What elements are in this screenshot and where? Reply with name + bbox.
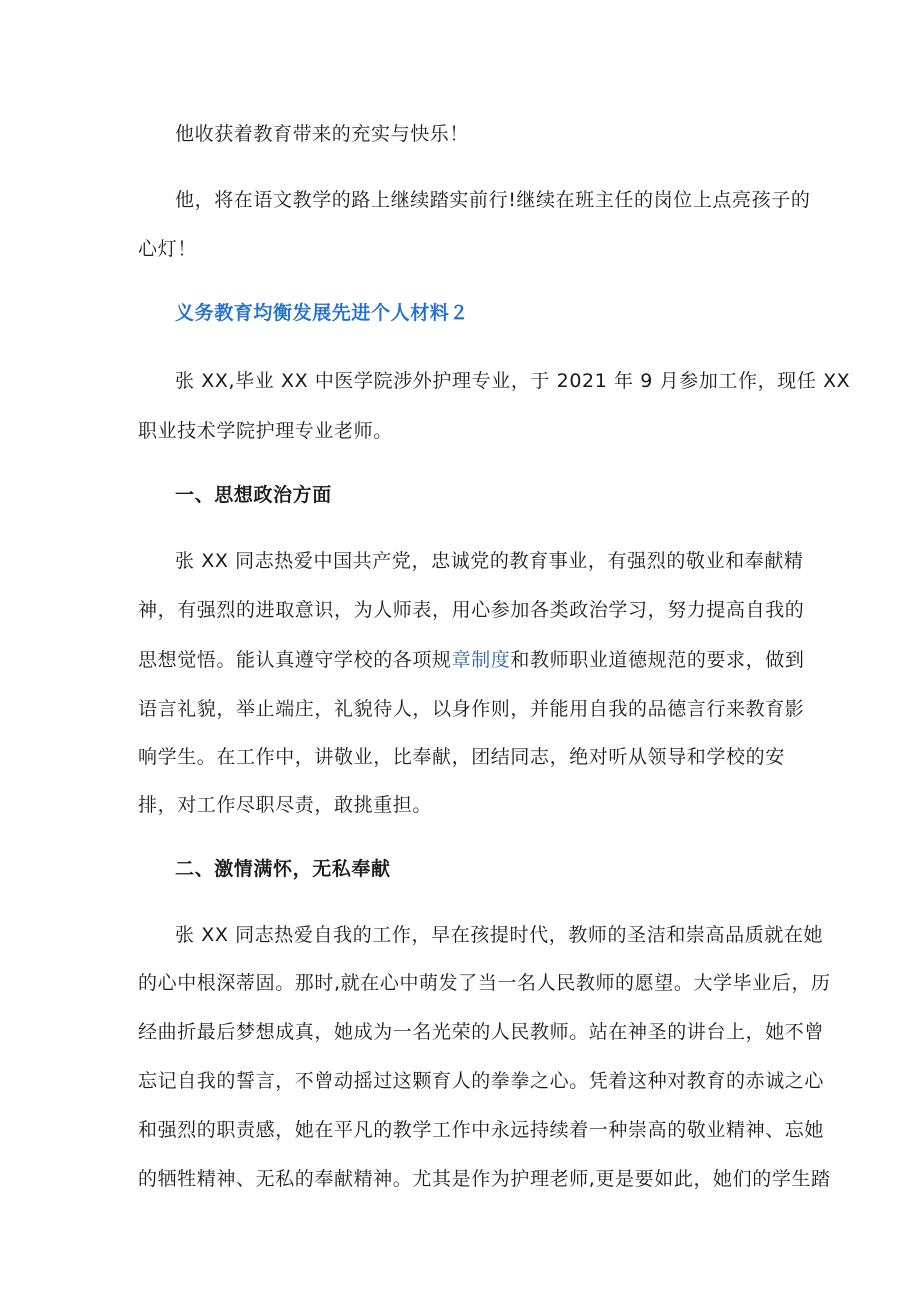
part2-line-4: 忘记自我的誓言，不曾动摇过这颗育人的拳拳之心。凭着这种对教育的赤诚之心: [138, 1070, 825, 1092]
part2-line-2: 的心中根深蒂固。那时,就在心中萌发了当一名人民教师的愿望。大学毕业后，历: [138, 972, 831, 994]
part1-line-4: 语言礼貌，举止端庄，礼貌待人，以身作则，并能用自我的品德言行来教育影: [138, 698, 805, 720]
part2-line-3: 经曲折最后梦想成真，她成为一名光荣的人民教师。站在神圣的讲台上，她不曾: [138, 1021, 825, 1043]
part1-line-3-after: 和教师职业道德规范的要求，做到: [510, 649, 805, 671]
paragraph-future-line-1: 他，将在语文教学的路上继续踏实前行!继续在班主任的岗位上点亮孩子的: [175, 189, 811, 211]
part2-line-6: 的牺牲精神、无私的奉献精神。尤其是作为护理老师,更是要如此，她们的学生踏: [138, 1168, 831, 1190]
profile-line-2: 职业技术学院护理专业老师。: [138, 420, 393, 442]
paragraph-closing-line: 他收获着教育带来的充实与快乐！: [175, 123, 470, 145]
part1-line-6: 排，对工作尽职尽责，敢挑重担。: [138, 794, 433, 816]
paragraph-future-line-2: 心灯！: [138, 238, 197, 260]
part1-line-3-before: 思想觉悟。能认真遵守学校的各项规: [138, 649, 452, 671]
part2-line-1: 张 XX 同志热爱自我的工作，早在孩提时代，教师的圣洁和崇高品质就在她: [175, 924, 824, 946]
part2-line-5: 和强烈的职责感，她在平凡的教学工作中永远持续着一种崇高的敬业精神、忘她: [138, 1119, 825, 1141]
regulations-link[interactable]: 章制度: [451, 649, 511, 671]
part2-heading: 二、激情满怀，无私奉献: [175, 858, 391, 880]
part1-heading: 一、思想政治方面: [175, 484, 332, 506]
part1-line-2: 神，有强烈的进取意识，为人师表，用心参加各类政治学习，努力提高自我的: [138, 599, 805, 621]
section-title: 义务教育均衡发展先进个人材料２: [175, 302, 470, 324]
part1-line-3: [138, 647, 804, 673]
profile-line-1: 张 XX,毕业 XX 中医学院涉外护理专业，于 2021 年 9 月参加工作，现任 XX: [175, 370, 851, 392]
part1-line-1: 张 XX 同志热爱中国共产党，忠诚党的教育事业，有强烈的敬业和奉献精: [175, 550, 804, 572]
part1-line-5: 响学生。在工作中，讲敬业，比奉献，团结同志，绝对听从领导和学校的安: [138, 746, 785, 768]
